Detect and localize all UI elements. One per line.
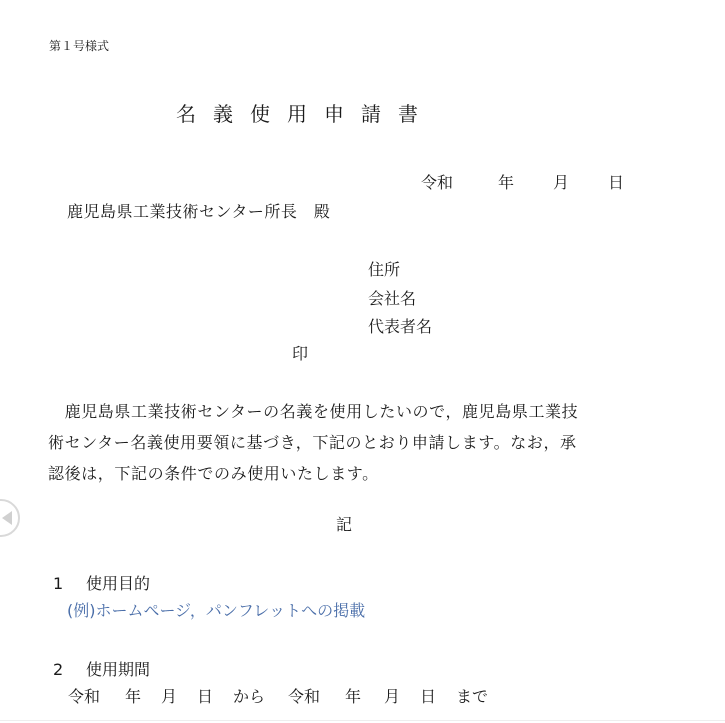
body-line: 鹿児島県工業技術センターの名義を使用したいので，鹿児島県工業技 (48, 402, 579, 421)
ki-heading: 記 (336, 515, 353, 534)
page-bottom-rule (0, 720, 725, 721)
date-day-unit: 日 (608, 173, 625, 192)
form-number: 第１号様式 (49, 39, 110, 53)
body-line: 術センター名義使用要領に基づき，下記のとおり申請します。なお，承 (48, 433, 577, 452)
period-era-start: 令和 (68, 687, 101, 706)
item-number: 2 (53, 660, 64, 679)
period-end-year-unit: 年 (345, 687, 362, 706)
period-end-day-unit: 日 (420, 687, 437, 706)
document-title: 名義使用申請書 (176, 102, 435, 126)
seal-label: 印 (292, 344, 309, 363)
period-end-month-unit: 月 (384, 687, 401, 706)
item-period (53, 657, 150, 680)
period-start-month-unit: 月 (161, 687, 178, 706)
body-line: 認後は，下記の条件でのみ使用いたします。 (48, 464, 379, 483)
date-year-unit: 年 (498, 173, 515, 192)
item-label: 使用目的 (86, 574, 151, 593)
period-start-day-unit: 日 (197, 687, 214, 706)
item-number: 1 (53, 574, 64, 593)
body-paragraph (48, 396, 648, 489)
date-era: 令和 (421, 173, 454, 192)
date-month-unit: 月 (553, 173, 570, 192)
previous-page-button[interactable] (0, 499, 20, 537)
period-from-text: から (233, 687, 266, 706)
applicant-address-label: 住所 (368, 260, 401, 279)
applicant-company-label: 会社名 (368, 289, 417, 308)
addressee: 鹿児島県工業技術センター所長 殿 (67, 202, 331, 221)
period-until-text: まで (456, 687, 489, 706)
period-start-year-unit: 年 (125, 687, 142, 706)
item-label: 使用期間 (86, 660, 151, 679)
chevron-left-icon (2, 511, 12, 525)
applicant-representative-label: 代表者名 (368, 317, 433, 336)
purpose-example: (例)ホームページ，パンフレットへの掲載 (67, 601, 366, 620)
period-era-end: 令和 (288, 687, 321, 706)
item-purpose (53, 571, 150, 594)
